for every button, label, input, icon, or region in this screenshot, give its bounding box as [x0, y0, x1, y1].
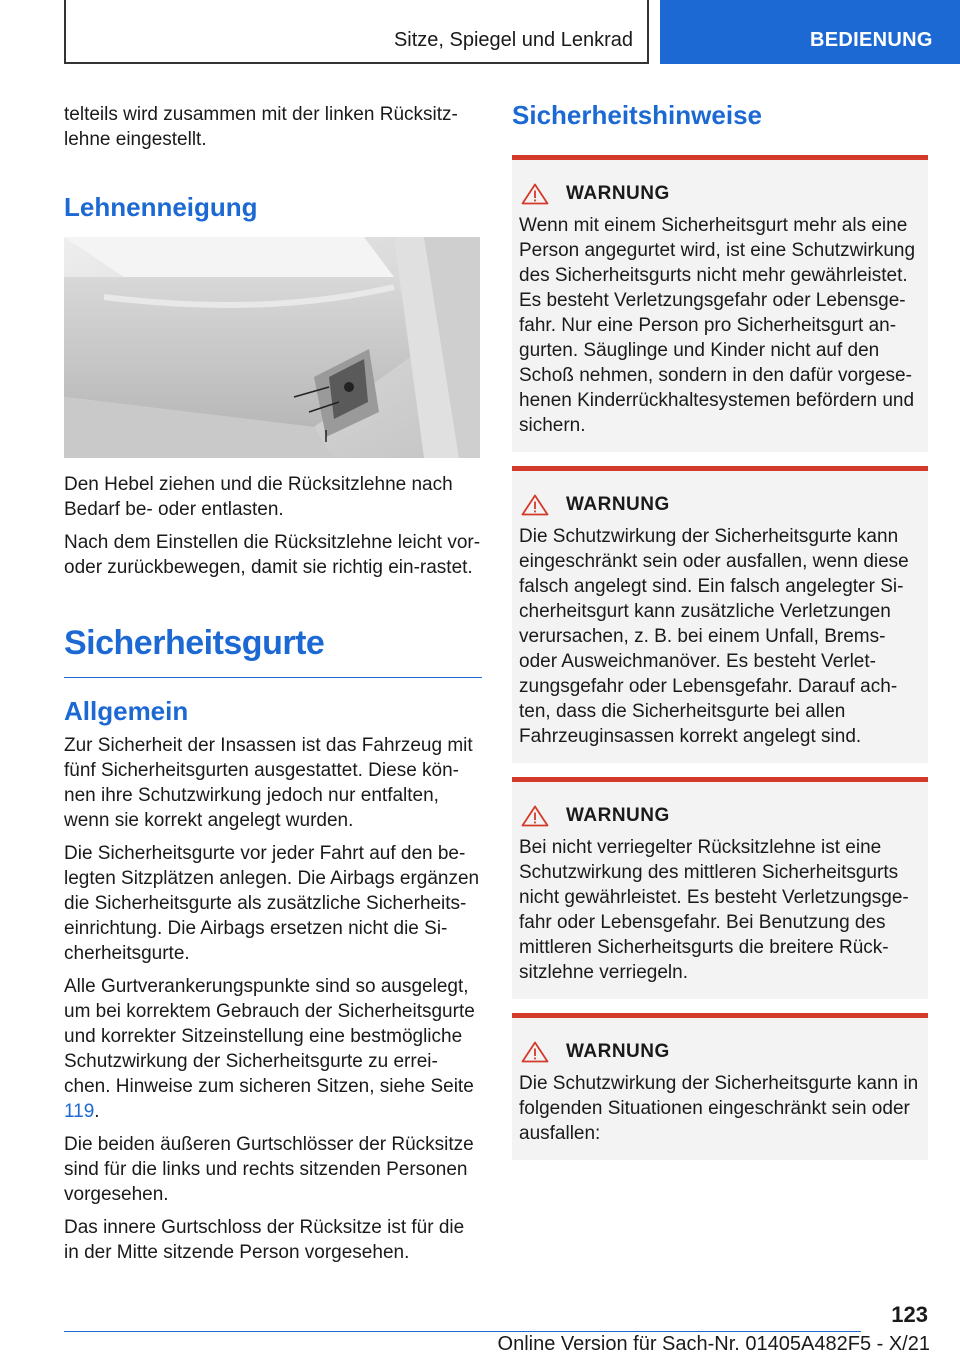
warning-label: WARNUNG — [566, 805, 670, 826]
warning-triangle-icon — [521, 494, 549, 516]
warning-label: WARNUNG — [566, 1041, 670, 1062]
page-reference-link[interactable]: 119 — [64, 1101, 95, 1122]
lehnen-paragraph-1: Den Hebel ziehen und die Rücksitzlehne nach Bedarf be- oder entlasten. — [64, 474, 453, 520]
heading-lehnenneigung: Lehnenneigung — [64, 192, 258, 222]
left-column — [64, 102, 482, 1273]
seat-lever-photo — [64, 237, 480, 458]
allgemein-paragraph-3-text: Alle Gurtverankerungspunkte sind so ausgelegt, um bei korrektem Gebrauch der Sicherheitsgurte und korrekter Sitzeinstellung eine bestmögliche Schutzwirkung der Sicherheitsgurte zu errei-chen. Hinweise zum sicheren Sitzen, siehe Seite — [64, 976, 475, 1097]
warning-box — [512, 155, 928, 452]
header-chapter-tab[interactable] — [660, 0, 960, 64]
header-section-title: Sitze, Spiegel und Lenkrad — [393, 29, 633, 51]
allgemein-paragraph-1: Zur Sicherheit der Insassen ist das Fahrzeug mit fünf Sicherheitsgurten ausgestattet. Diese kön-nen ihre Schutzwirkung jedoch nur entfalten, wenn sie korrekt angelegt wurden. — [64, 735, 473, 831]
header-chapter-label: BEDIENUNG — [810, 29, 933, 51]
lehnen-paragraph-2: Nach dem Einstellen die Rücksitzlehne leicht vor- oder zurückbewegen, damit sie richtig ein-rastet. — [64, 532, 481, 578]
allgemein-paragraph-2: Die Sicherheitsgurte vor jeder Fahrt auf den be-legten Sitzplätzen anlegen. Die Airbags ergänzen die Sicherheitsgurte als zusätzliche Sicherheits-einrichtung. Die Airbags ersetzen nicht die Si-cherheitsgurte. — [64, 843, 480, 964]
warning-box — [512, 777, 928, 999]
allgemein-paragraph-5: Das innere Gurtschloss der Rücksitze ist für die in der Mitte sitzende Person vorgesehen. — [64, 1217, 465, 1263]
allgemein-paragraph-3 — [64, 974, 482, 1124]
warning-triangle-icon — [521, 183, 549, 205]
intro-paragraph: telteils wird zusammen mit der linken Rücksitz-lehne eingestellt. — [64, 104, 458, 150]
warning-box — [512, 466, 928, 763]
heading-allgemein: Allgemein — [64, 696, 189, 726]
allgemein-paragraph-4: Die beiden äußeren Gurtschlösser der Rücksitze sind für die links und rechts sitzenden Personen vorgesehen. — [64, 1134, 474, 1205]
warning-text: Bei nicht verriegelter Rücksitzlehne ist eine Schutzwirkung des mittleren Sicherheitsgurts nicht gewährleistet. Es besteht Verletzungsge-fahr oder Lebensgefahr. Bei Benutzung des mittleren Sicherheitsgurts die breitere Rück-sitzlehne verriegeln. — [519, 837, 909, 983]
warning-header — [519, 1041, 920, 1063]
allgemein-paragraph-3-end: . — [94, 1101, 100, 1122]
seat-lever-illustration — [64, 237, 480, 458]
warning-header — [519, 494, 920, 516]
warning-triangle-icon — [521, 805, 549, 827]
warning-text: Die Schutzwirkung der Sicherheitsgurte kann eingeschränkt sein oder ausfallen, wenn diese falsch angelegt sind. Ein falsch angelegter Si-cherheitsgurt kann zusätzliche Verletzungen verursachen, z. B. bei einem Unfall, Brems- oder Ausweichmanöver. Es besteht Verlet-zungsgefahr oder Lebensgefahr. Darauf ach-ten, dass die Sicherheitsgurte bei allen Fahrzeuginsassen korrekt angelegt sind. — [519, 526, 909, 747]
warning-label: WARNUNG — [566, 183, 670, 204]
page-number: 123 — [891, 1302, 928, 1327]
warning-header — [519, 183, 920, 205]
right-column — [512, 100, 928, 1174]
warning-text: Wenn mit einem Sicherheitsgurt mehr als eine Person angegurtet wird, ist eine Schutzwirkung des Sicherheitsgurts nicht mehr gewährleistet. Es besteht Verletzungsgefahr oder Lebensge-fahr. Nur eine Person pro Sicherheitsgurt an-gurten. Säuglinge und Kinder nicht auf den Schoß nehmen, sondern in den dafür vorgese-henen Kinderrückhaltesystemen befördern und sichern. — [519, 215, 916, 436]
heading-sicherheitsgurte: Sicherheitsgurte — [64, 624, 482, 678]
footer-divider — [64, 1331, 861, 1332]
warning-header — [519, 805, 920, 827]
warning-box — [512, 1013, 928, 1160]
warning-text: Die Schutzwirkung der Sicherheitsgurte kann in folgenden Situationen eingeschränkt sein oder ausfallen: — [519, 1073, 919, 1144]
heading-sicherheitshinweise: Sicherheitshinweise — [512, 100, 762, 130]
warning-triangle-icon — [521, 1041, 549, 1063]
warning-label: WARNUNG — [566, 494, 670, 515]
footer-online-version: Online Version für Sach-Nr. 01405A482F5 - X/21 — [497, 1333, 930, 1355]
